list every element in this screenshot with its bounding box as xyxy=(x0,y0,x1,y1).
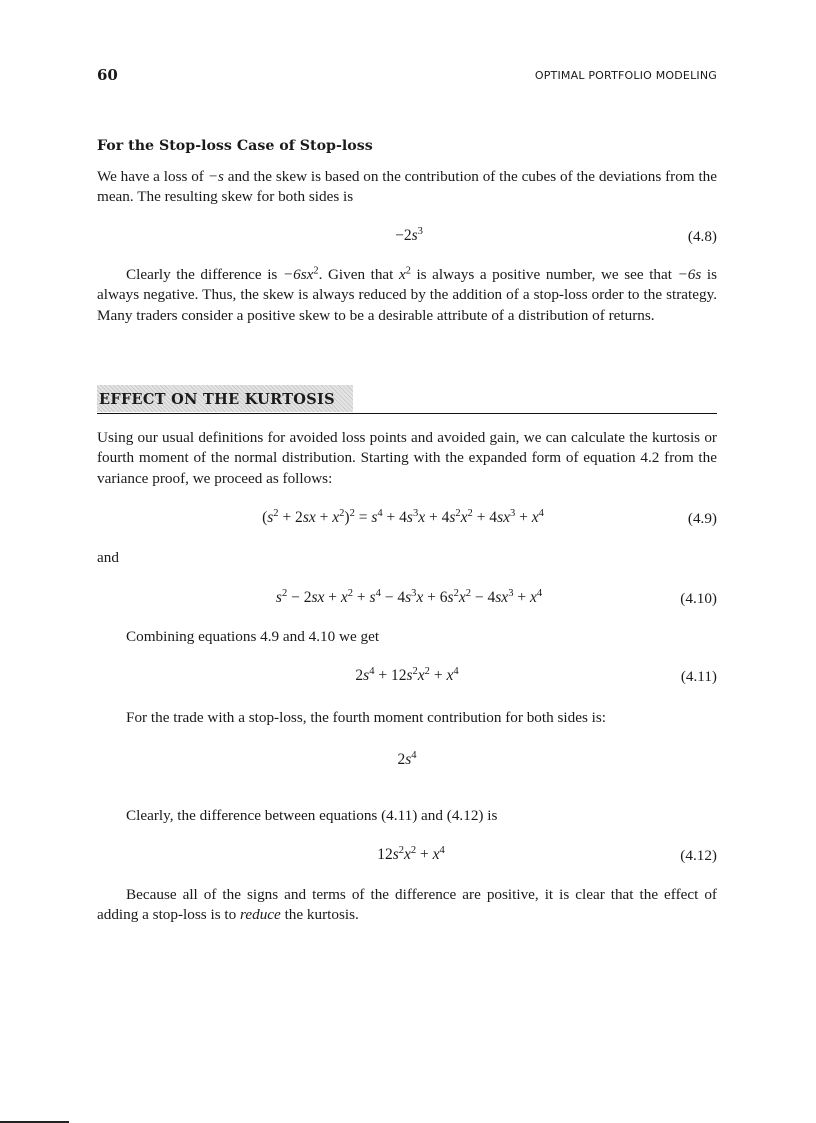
equation-unnumbered xyxy=(97,751,717,773)
equation-number: (4.8) xyxy=(687,228,717,245)
section-title: EFFECT ON THE KURTOSIS xyxy=(99,391,335,408)
page-number: 60 xyxy=(97,66,118,84)
equation-number: (4.12) xyxy=(680,847,717,864)
equation-4-10 xyxy=(97,589,717,611)
subsection-heading: For the Stop-loss Case of Stop-loss xyxy=(97,138,373,154)
paragraph-kurtosis-intro: Using our usual definitions for avoided loss points and avoided gain, we can calculate the kurtosis or fourth moment of the normal distribution. Starting with the expanded form of equation 4.2 from the variance proof, we proceed as follows: xyxy=(97,429,717,487)
running-head xyxy=(97,66,717,86)
equation-number: (4.10) xyxy=(680,590,717,607)
equation-body: $12s^2x^2 + x^4$ xyxy=(377,845,445,863)
equation-body: $-2s^3$ xyxy=(395,226,423,244)
paragraph-combining: Combining equations 4.9 and 4.10 we get xyxy=(126,628,380,645)
equation-4-11 xyxy=(97,667,717,689)
equation-number: (4.11) xyxy=(680,668,717,685)
paragraph-fourth-moment: For the trade with a stop-loss, the fourth moment contribution for both sides is: xyxy=(126,709,607,726)
section-heading xyxy=(97,385,717,414)
paragraph-conclusion: Because all of the signs and terms of the difference are positive, it is clear that the effect of adding a stop-loss is to reduce the kurtosis. xyxy=(97,886,717,924)
paragraph-difference: Clearly, the difference between equations (4.11) and (4.12) is xyxy=(126,807,498,824)
paragraph-skew-loss: We have a loss of −s and the skew is based on the contribution of the cubes of the deviations from the mean. The resulting skew for both sides is xyxy=(97,168,717,206)
equation-body: $2s^4 + 12s^2x^2 + x^4$ xyxy=(355,666,459,684)
equation-4-8 xyxy=(97,227,717,249)
equation-4-9 xyxy=(97,509,717,531)
equation-4-12 xyxy=(97,846,717,868)
equation-number: (4.9) xyxy=(687,510,717,527)
math-inline: −s xyxy=(207,168,224,185)
paragraph-skew-difference: Clearly the difference is $-6sx^2$. Given that $x^2$ is always a positive number, we see that −6s is always negative. Thus, the skew is always reduced by the addition of a stop-loss order to the strategy. Many traders consider a positive skew to be a desirable attribute of a distribution of returns. xyxy=(97,265,717,324)
equation-body: $(s^2 + 2sx + x^2)^2 = s^4 + 4s^3x + 4s^2x^2 + 4sx^3 + x^4$ xyxy=(262,508,544,526)
running-title: OPTIMAL PORTFOLIO MODELING xyxy=(534,69,717,82)
equation-body: $s^2 - 2sx + x^2 + s^4 - 4s^3x + 6s^2x^2 - 4sx^3 + x^4$ xyxy=(275,588,543,606)
paragraph-and: and xyxy=(97,549,119,566)
equation-body: $2s^4$ xyxy=(397,750,417,768)
emphasis: reduce xyxy=(240,906,281,924)
